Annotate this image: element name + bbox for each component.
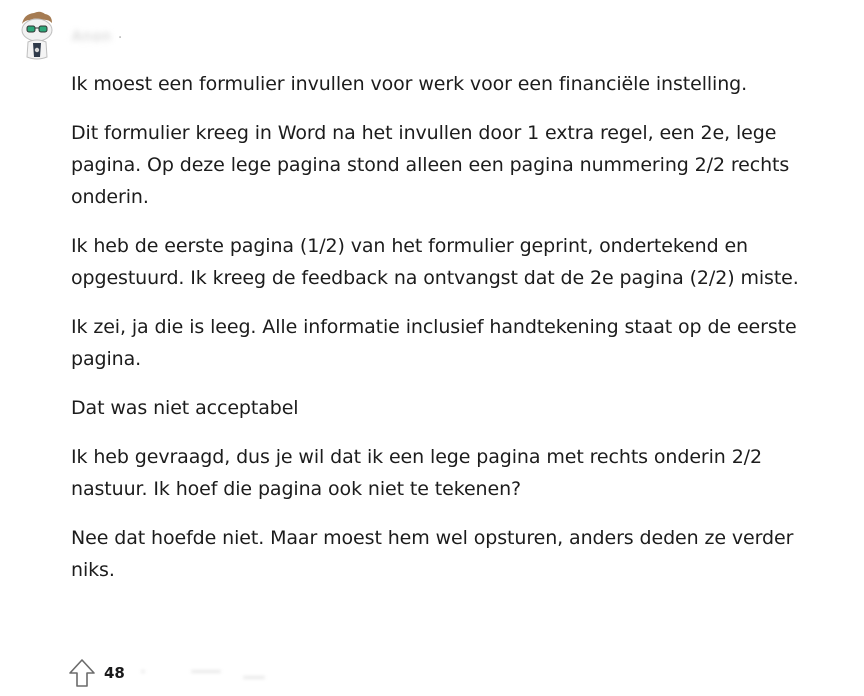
comment-body [71,68,841,603]
comment-paragraph: Ik heb de eerste pagina (1/2) van het formulier geprint, ondertekend en opgestuurd. Ik kreeg de feedback na ontvangst dat de 2e pagina (2/2) miste. [71,235,799,289]
comment-header [14,8,122,64]
vote-score: 48 [104,664,125,682]
separator-dot: · [117,30,123,46]
username[interactable]: Anon [72,29,112,45]
upvote-button[interactable] [68,658,96,688]
blurred-action-bar [139,668,279,678]
comment-paragraph: Dat was niet acceptabel [71,397,299,419]
avatar[interactable] [14,10,60,62]
comment-paragraph: Dit formulier kreeg in Word na het invullen door 1 extra regel, een 2e, lege pagina. Op deze lege pagina stond alleen een pagina nummering 2/2 rechts onderin. [71,122,790,208]
comment-paragraph: Ik moest een formulier invullen voor werk voor een financiële instelling. [71,73,748,95]
upvote-arrow-icon [68,658,96,688]
comment-paragraph: Ik zei, ja die is leeg. Alle informatie inclusief handtekening staat op de eerste pagina. [71,316,797,370]
comment-actions [68,658,279,688]
comment-paragraph: Nee dat hoefde niet. Maar moest hem wel opsturen, anders deden ze verder niks. [71,527,794,581]
reddit-snoo-avatar-icon [14,10,60,62]
comment-paragraph: Ik heb gevraagd, dus je wil dat ik een lege pagina met rechts onderin 2/2 nastuur. Ik hoef die pagina ook niet te tekenen? [71,446,762,500]
